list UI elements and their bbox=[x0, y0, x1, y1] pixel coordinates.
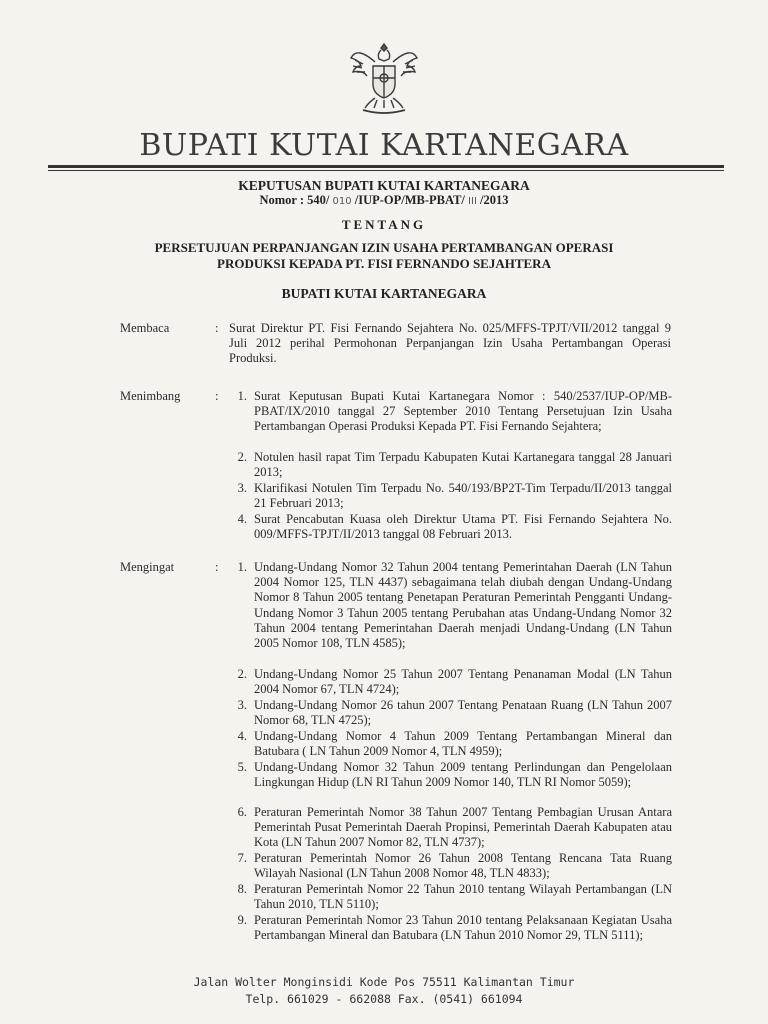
letterhead-title: BUPATI KUTAI KARTANEGARA bbox=[139, 128, 629, 163]
header-rule-thick bbox=[48, 165, 724, 168]
list-number: 3. bbox=[237, 481, 247, 495]
membaca-text: Surat Direktur PT. Fisi Fernando Sejahtera No. 025/MFFS-TPJT/VII/2012 tanggal 9 Juli 2012 perihal Permohonan Perpanjangan Izin Usaha Pertambangan Operasi Produksi. bbox=[229, 321, 671, 366]
list-number: 2. bbox=[237, 450, 247, 464]
list-item: Klarifikasi Notulen Tim Terpadu No. 540/193/BP2T-Tim Terpadu/II/2013 tanggal 21 Februari 2013; bbox=[254, 481, 672, 511]
subject-line-1: PERSETUJUAN PERPANJANGAN IZIN USAHA PERTAMBANGAN OPERASI bbox=[154, 240, 614, 255]
list-item: Notulen hasil rapat Tim Terpadu Kabupaten Kutai Kartanegara tanggal 28 Januari 2013; bbox=[254, 450, 672, 480]
decree-authority: BUPATI KUTAI KARTANEGARA bbox=[281, 286, 487, 301]
mengingat-label: Mengingat bbox=[120, 560, 175, 574]
list-number: 9. bbox=[237, 913, 247, 927]
membaca-colon: : bbox=[215, 321, 219, 335]
tentang-label: TENTANG bbox=[341, 217, 427, 232]
footer-phone: Telp. 661029 - 662088 Fax. (0541) 661094 bbox=[245, 992, 523, 1006]
list-number: 8. bbox=[237, 882, 247, 896]
list-item: Undang-Undang Nomor 26 tahun 2007 Tentang Penataan Ruang (LN Tahun 2007 Nomor 68, TLN 4725); bbox=[254, 698, 672, 728]
garuda-emblem-icon bbox=[345, 38, 423, 118]
list-number: 2. bbox=[237, 667, 247, 681]
list-number: 6. bbox=[237, 805, 247, 819]
footer-address: Jalan Wolter Monginsidi Kode Pos 75511 Kalimantan Timur bbox=[193, 975, 575, 989]
decree-number bbox=[0, 193, 768, 208]
menimbang-label: Menimbang bbox=[120, 389, 181, 403]
list-item: Undang-Undang Nomor 32 Tahun 2009 tentang Perlindungan dan Pengelolaan Lingkungan Hidup (LN RI Tahun 2009 Nomor 140, TLN RI Nomor 5059); bbox=[254, 760, 672, 790]
list-item: Surat Keputusan Bupati Kutai Kartanegara Nomor : 540/2537/IUP-OP/MB-PBAT/IX/2010 tanggal 27 September 2010 Tentang Persetujuan Izin Usaha Pertambangan Operasi Produksi Kepada PT. Fisi Fernando Sejahtera; bbox=[254, 389, 672, 434]
list-item: Undang-Undang Nomor 32 Tahun 2004 tentang Pemerintahan Daerah (LN Tahun 2004 Nomor 125, TLN 4437) sebagaimana telah diubah dengan Undang-Undang Nomor 8 Tahun 2005 tentang Penetapan Peraturan Pemerintah Pengganti Undang-Undang Nomor 3 Tahun 2005 tentang Perubahan atas Undang-Undang Nomor 32 Tahun 2004 tentang Pemerintahan Daerah menjadi Undang-Undang (LN Tahun 2005 Nomor 108, TLN 4585); bbox=[254, 560, 672, 651]
number-suffix: /2013 bbox=[480, 193, 509, 207]
list-item: Peraturan Pemerintah Nomor 23 Tahun 2010 tentang Pelaksanaan Kegiatan Usaha Pertambangan Mineral dan Batubara (LN Tahun 2010 Nomor 29, TLN 5111); bbox=[254, 913, 672, 943]
list-number: 4. bbox=[237, 512, 247, 526]
number-mid: /IUP-OP/MB-PBAT/ bbox=[354, 193, 465, 207]
list-number: 7. bbox=[237, 851, 247, 865]
list-number: 1. bbox=[237, 560, 247, 574]
list-item: Peraturan Pemerintah Nomor 22 Tahun 2010 tentang Wilayah Pertambangan (LN Tahun 2010, TLN 5110); bbox=[254, 882, 672, 912]
list-number: 4. bbox=[237, 729, 247, 743]
number-handwritten-1: 010 bbox=[332, 196, 352, 207]
list-item: Undang-Undang Nomor 4 Tahun 2009 Tentang Pertambangan Mineral dan Batubara ( LN Tahun 2009 Nomor 4, TLN 4959); bbox=[254, 729, 672, 759]
number-handwritten-2: III bbox=[468, 196, 477, 207]
list-item: Peraturan Pemerintah Nomor 26 Tahun 2008 Tentang Rencana Tata Ruang Wilayah Nasional (LN Tahun 2008 Nomor 48, TLN 4833); bbox=[254, 851, 672, 881]
list-number: 5. bbox=[237, 760, 247, 774]
list-number: 1. bbox=[237, 389, 247, 403]
header-rule-thin bbox=[48, 170, 724, 171]
menimbang-colon: : bbox=[215, 389, 219, 403]
mengingat-colon: : bbox=[215, 560, 219, 574]
decree-heading: KEPUTUSAN BUPATI KUTAI KARTANEGARA bbox=[238, 178, 530, 193]
list-item: Peraturan Pemerintah Nomor 38 Tahun 2007 Tentang Pembagian Urusan Antara Pemerintah Pusat Pemerintah Daerah Propinsi, Pemerintah Daerah Kabupaten atau Kota (LN Tahun 2007 Nomor 82, TLN 4737); bbox=[254, 805, 672, 850]
membaca-label: Membaca bbox=[120, 321, 170, 335]
list-item: Undang-Undang Nomor 25 Tahun 2007 Tentang Penanaman Modal (LN Tahun 2004 Nomor 67, TLN 4724); bbox=[254, 667, 672, 697]
list-number: 3. bbox=[237, 698, 247, 712]
list-item: Surat Pencabutan Kuasa oleh Direktur Utama PT. Fisi Fernando Sejahtera No. 009/MFFS-TPJT/II/2013 tanggal 08 Februari 2013. bbox=[254, 512, 672, 542]
decree-subject bbox=[0, 240, 768, 272]
number-prefix: Nomor : 540/ bbox=[259, 193, 330, 207]
subject-line-2: PRODUKSI KEPADA PT. FISI FERNANDO SEJAHTERA bbox=[217, 256, 551, 271]
